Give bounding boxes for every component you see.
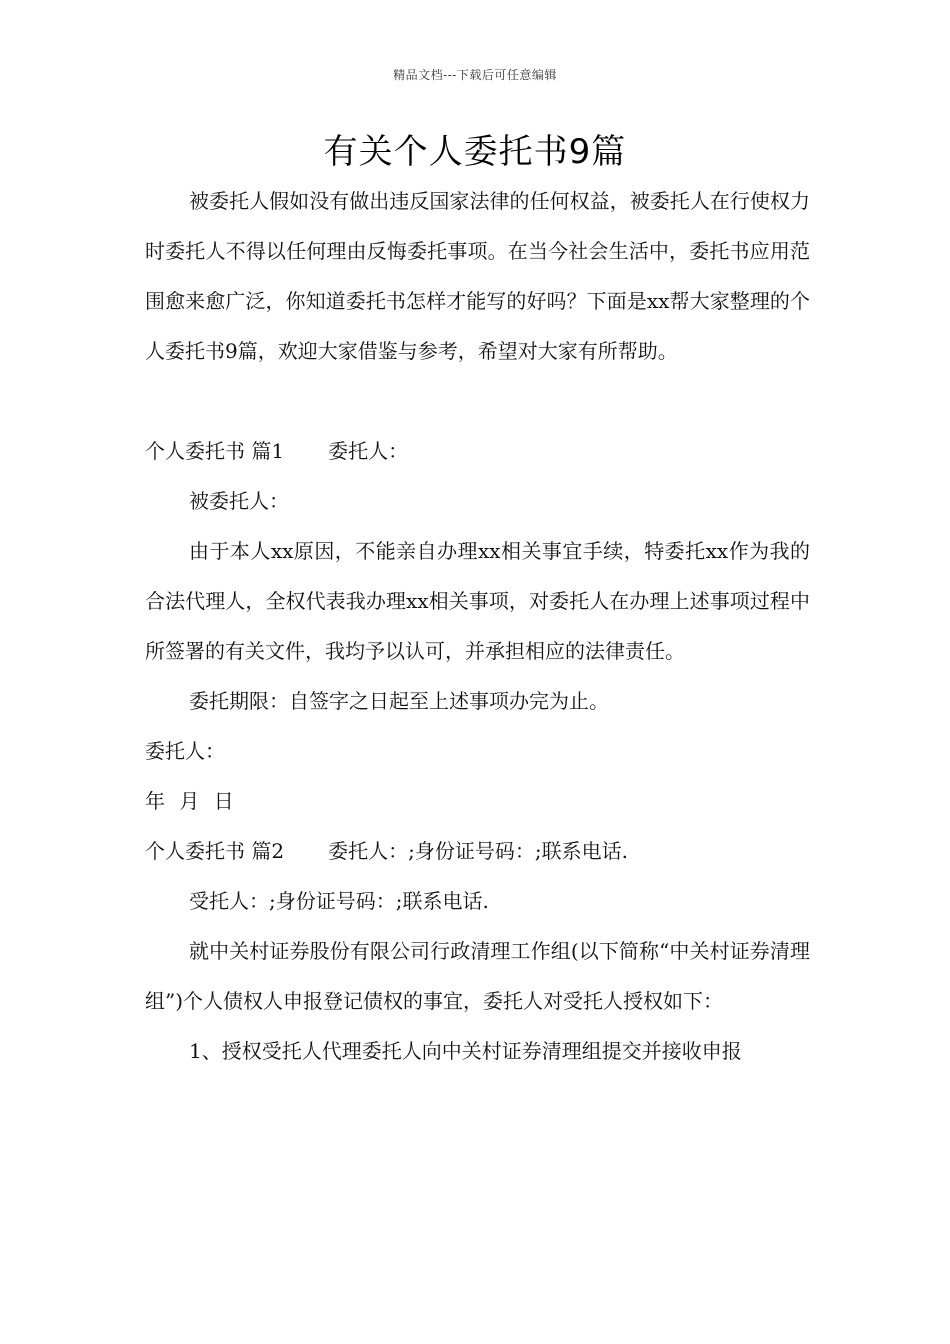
section-2-agent: 受托人：;身份证号码：;联系电话. (189, 889, 489, 913)
section-1-heading: 个人委托书 篇1 (145, 439, 285, 463)
section-1-heading-line (145, 426, 810, 476)
section-2-body: 就中关村证券股份有限公司行政清理工作组(以下简称“中关村证券清理组”)个人债权人申报登记债权的事宜，委托人对受托人授权如下： (145, 939, 810, 1013)
blank-line (145, 376, 810, 426)
section-1-signature: 委托人： (145, 739, 225, 763)
section-1-period: 委托期限：自签字之日起至上述事项办完为止。 (189, 689, 609, 713)
header-note: 精品文档---下载后可任意编辑 (393, 68, 557, 82)
section-1-principal: 委托人： (328, 439, 409, 463)
document-body (145, 176, 810, 1076)
document-title: 有关个人委托书9篇 (323, 132, 627, 172)
section-1-date: 年 月 日 (145, 789, 234, 813)
intro-paragraph: 被委托人假如没有做出违反国家法律的任何权益，被委托人在行使权力时委托人不得以任何理由反悔委托事项。在当今社会生活中，委托书应用范围愈来愈广泛，你知道委托书怎样才能写的好吗？下面是xx帮大家整理的个人委托书9篇，欢迎大家借鉴与参考，希望对大家有所帮助。 (145, 189, 810, 363)
section-2-heading-line (145, 826, 810, 876)
section-1-agent: 被委托人： (189, 489, 289, 513)
section-2-principal: 委托人：;身份证号码：;联系电话. (328, 839, 628, 863)
section-1-body: 由于本人xx原因，不能亲自办理xx相关事宜手续，特委托xx作为我的合法代理人，全权代表我办理xx相关事项，对委托人在办理上述事项过程中所签署的有关文件，我均予以认可，并承担相应的法律责任。 (145, 539, 810, 663)
section-2-item-1: 1、授权受托人代理委托人向中关村证券清理组提交并接收申报 (189, 1039, 742, 1063)
section-2-heading: 个人委托书 篇2 (145, 839, 285, 863)
